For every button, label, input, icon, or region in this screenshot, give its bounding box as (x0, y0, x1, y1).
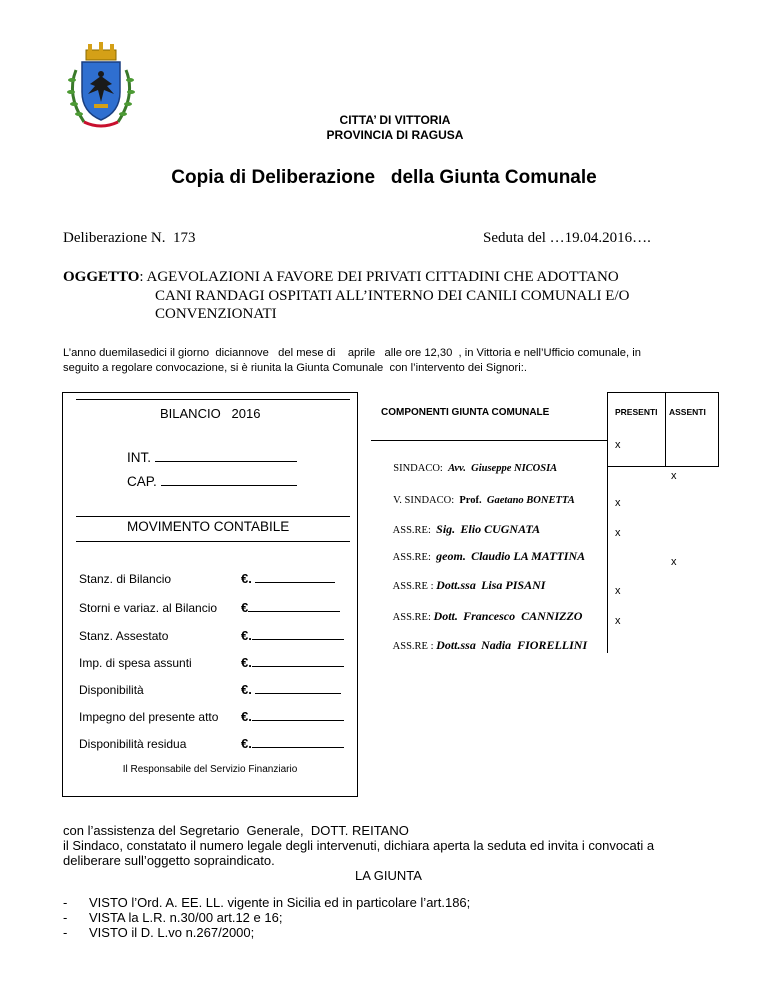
attendance-mark-absent: x (671, 470, 677, 482)
list-item (63, 895, 471, 910)
cap-field (127, 474, 297, 489)
budget-row (79, 629, 349, 643)
budget-row (79, 710, 349, 724)
body-line-2: il Sindaco, constatato il numero legale degli intervenuti, dichiara aperta la seduta ed invita i convocati a (63, 838, 655, 853)
budget-row-label: Stanz. di Bilancio (79, 572, 172, 586)
budget-row (79, 656, 349, 670)
list-item (63, 925, 255, 940)
col-components-header: COMPONENTI GIUNTA COMUNALE (381, 407, 550, 418)
city-name: CITTA’ DI VITTORIA (339, 113, 451, 127)
budget-row-label: Impegno del presente atto (79, 710, 219, 724)
budget-row (79, 737, 349, 751)
euro-prefix: €. (241, 736, 252, 751)
subject-line-1: : AGEVOLAZIONI A FAVORE DEI PRIVATI CITTADINI CHE ADOTTANO (139, 269, 619, 285)
col-absent-header: ASSENTI (669, 407, 706, 417)
budget-row-label: Disponibilità (79, 683, 144, 697)
attendance-mark-present: x (615, 585, 621, 597)
deliberation-number: Deliberazione N. 173 (63, 230, 196, 246)
int-label: INT. (127, 450, 152, 465)
member-row: ASS.RE: Dott. Francesco CANNIZZO (392, 609, 583, 623)
list-bullet: - (63, 910, 68, 925)
budget-row (79, 572, 349, 586)
budget-row (79, 683, 349, 697)
subject (63, 269, 619, 286)
euro-prefix: €. (241, 655, 252, 670)
attendance-mark-absent: x (671, 556, 677, 568)
col-present-header: PRESENTI (615, 407, 658, 417)
budget-row-label: Disponibilità residua (79, 737, 187, 751)
euro-prefix: €. (241, 709, 252, 724)
budget-row-label: Stanz. Assestato (79, 629, 169, 643)
euro-prefix: €. (241, 571, 252, 586)
document-title: Copia di Deliberazione della Giunta Comunale (171, 167, 597, 188)
province-name: PROVINCIA DI RAGUSA (326, 128, 464, 142)
intro-line-2: seguito a regolare convocazione, si è riunita la Giunta Comunale con l’intervento dei Signori:. (63, 362, 527, 374)
list-bullet: - (63, 895, 68, 910)
body-line-1: con l’assistenza del Segretario Generale, DOTT. REITANO (63, 823, 409, 838)
list-bullet: - (63, 925, 68, 940)
movement-title: MOVIMENTO CONTABILE (127, 519, 290, 534)
attendance-mark-present: x (615, 439, 621, 451)
attendance-mark-present: x (615, 497, 621, 509)
subject-line-3: CONVENZIONATI (155, 306, 277, 322)
list-item-text: VISTO il D. L.vo n.267/2000; (89, 925, 255, 940)
body-line-3: deliberare sull’oggetto sopraindicato. (63, 853, 275, 868)
member-row: V. SINDACO: Prof. Gaetano BONETTA (393, 495, 575, 506)
financial-responsible: Il Responsabile del Servizio Finanziario (122, 764, 298, 775)
budget-row-label: Imp. di spesa assunti (79, 656, 192, 670)
budget-row-label: Storni e variaz. al Bilancio (79, 601, 218, 615)
session-date: Seduta del …19.04.2016…. (483, 230, 651, 246)
budget-title: BILANCIO 2016 (160, 406, 261, 421)
member-row: ASS.RE: geom. Claudio LA MATTINA (392, 549, 586, 563)
int-field (127, 450, 297, 465)
member-row: ASS.RE : Dott.ssa Lisa PISANI (392, 578, 546, 592)
member-row: ASS.RE : Dott.ssa Nadia FIORELLINI (392, 638, 588, 652)
budget-row (79, 601, 349, 615)
cap-label: CAP. (127, 474, 157, 489)
attendance-mark-present: x (615, 527, 621, 539)
member-row: ASS.RE: Sig. Elio CUGNATA (392, 522, 541, 536)
attendance-mark-present: x (615, 615, 621, 627)
section-heading: LA GIUNTA (355, 868, 422, 883)
list-item-text: VISTO l’Ord. A. EE. LL. vigente in Sicilia ed in particolare l’art.186; (89, 895, 471, 910)
subject-line-2: CANI RANDAGI OSPITATI ALL’INTERNO DEI CANILI COMUNALI E/O (155, 288, 630, 304)
list-item (63, 910, 283, 925)
intro-line-1: L’anno duemilasedici il giorno diciannove del mese di aprile alle ore 12,30 , in Vittoria e nell’Ufficio comunale, in (63, 347, 641, 359)
member-row: SINDACO: Avv. Giuseppe NICOSIA (393, 463, 558, 474)
list-item-text: VISTA la L.R. n.30/00 art.12 e 16; (89, 910, 283, 925)
subject-label: OGGETTO (63, 269, 140, 285)
euro-prefix: € (241, 600, 249, 615)
euro-prefix: €. (241, 682, 252, 697)
euro-prefix: €. (241, 628, 252, 643)
